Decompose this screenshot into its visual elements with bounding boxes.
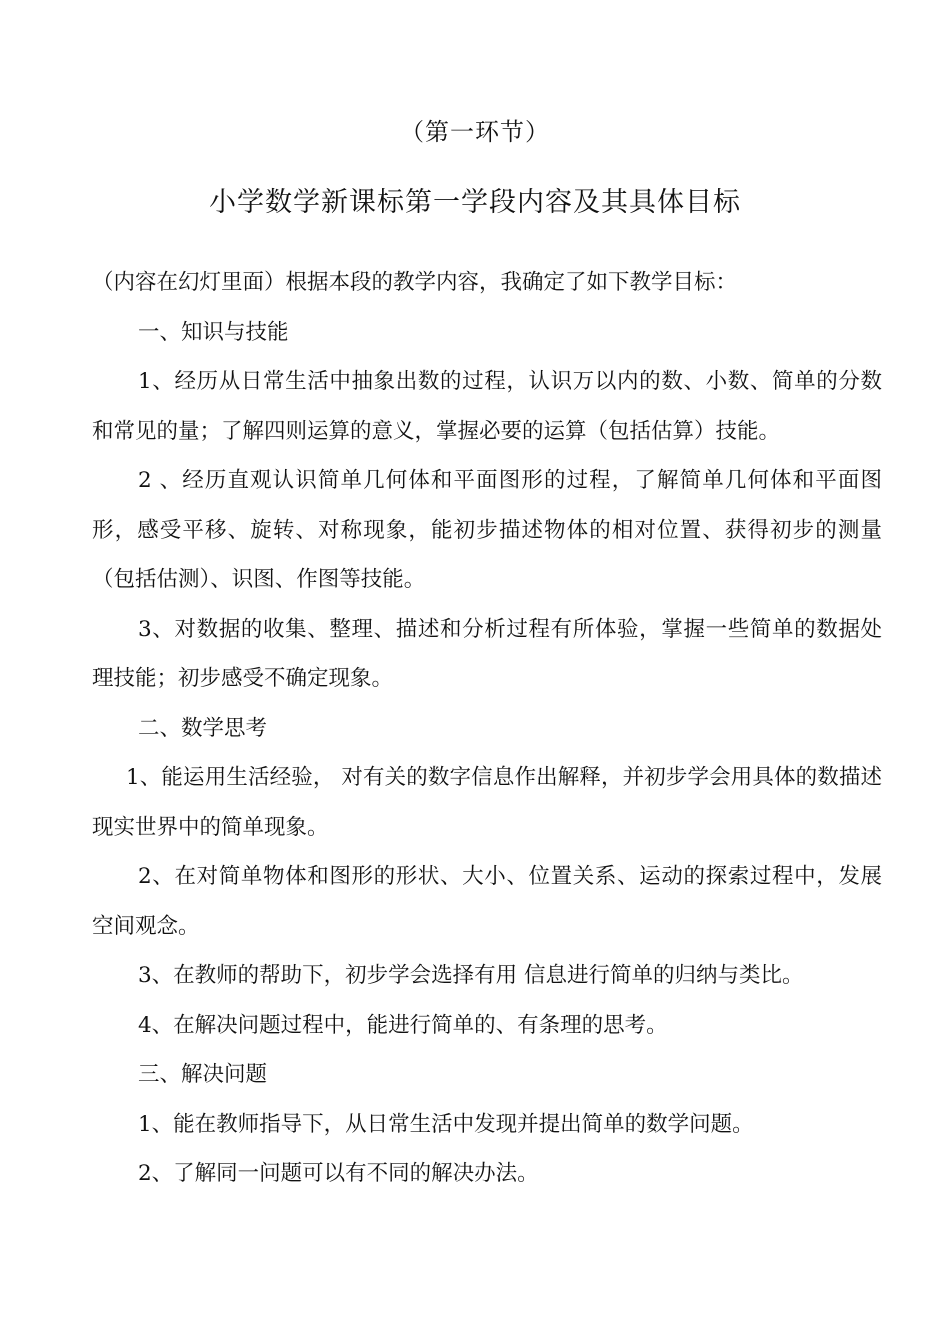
knowledge-item-2: 2 、经历直观认识简单几何体和平面图形的过程，了解简单几何体和平面图形，感受平移、旋转、对称现象，能初步描述物体的相对位置、获得初步的测量（包括估测）、识图、作图等技能。 [92, 468, 882, 592]
intro-paragraph: （内容在幻灯里面）根据本段的教学内容，我确定了如下教学目标： [92, 270, 738, 295]
document-body [92, 258, 882, 1199]
heading-problem-solving: 三、解决问题 [138, 1062, 268, 1087]
problem-item-2: 2、了解同一问题可以有不同的解决办法。 [138, 1161, 539, 1186]
thinking-item-2: 2、在对简单物体和图形的形状、大小、位置关系、运动的探索过程中，发展空间观念。 [92, 864, 882, 939]
document-title: 小学数学新课标第一学段内容及其具体目标 [209, 187, 741, 218]
thinking-item-4: 4、在解决问题过程中，能进行简单的、有条理的思考。 [138, 1012, 668, 1038]
section-label: （第一环节） [400, 118, 550, 146]
knowledge-item-3: 3、对数据的收集、整理、描述和分析过程有所体验，掌握一些简单的数据处理技能；初步感受不确定现象。 [92, 616, 882, 691]
thinking-item-3: 3、在教师的帮助下，初步学会选择有用 信息进行简单的归纳与类比。 [138, 963, 804, 988]
heading-math-thinking: 二、数学思考 [138, 715, 268, 741]
thinking-item-1: 1、能运用生活经验， 对有关的数字信息作出解释，并初步学会用具体的数描述现实世界中的简单现象。 [92, 765, 882, 840]
knowledge-item-1: 1、经历从日常生活中抽象出数的过程，认识万以内的数、小数、简单的分数和常见的量；了解四则运算的意义，掌握必要的运算（包括估算）技能。 [92, 369, 882, 444]
heading-knowledge-skills: 一、知识与技能 [138, 319, 289, 345]
problem-item-1: 1、能在教师指导下，从日常生活中发现并提出简单的数学问题。 [138, 1111, 754, 1137]
